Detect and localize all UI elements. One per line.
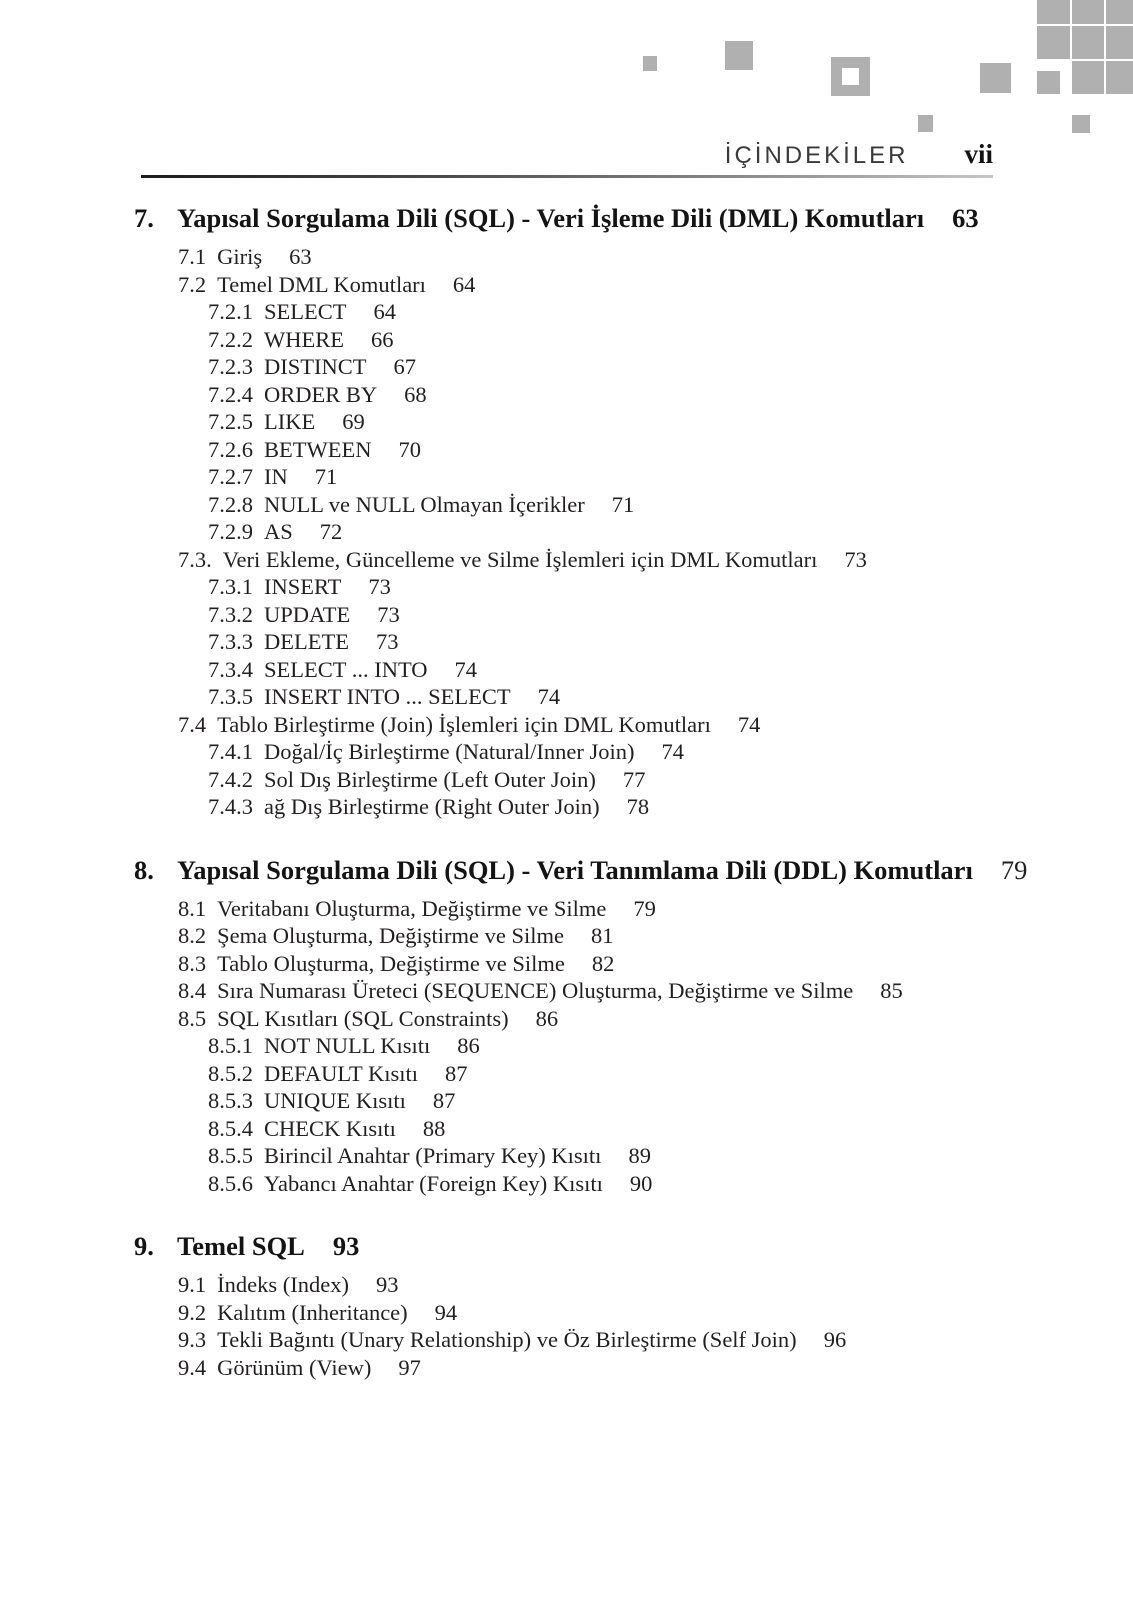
entry-number: 7.2 [178, 271, 207, 297]
toc-entry [134, 922, 1074, 950]
entry-number: 7.2.8 [208, 491, 253, 517]
entry-number: 7.2.3 [208, 354, 253, 379]
toc-entry [134, 1326, 1074, 1354]
chapter-number: 7. [134, 203, 154, 233]
entry-title: CHECK Kısıtı [264, 1115, 396, 1141]
toc-entry [134, 271, 1074, 299]
toc-entry [134, 1170, 1074, 1198]
entry-number: 7.3.5 [208, 684, 253, 709]
toc-entry [134, 1032, 1074, 1060]
entry-title: SELECT [264, 299, 347, 324]
toc-entry [134, 353, 1074, 381]
chapter [134, 201, 1074, 821]
toc-entry [134, 326, 1074, 354]
entry-number: 8.5 [178, 1005, 207, 1031]
header-title: İÇİNDEKİLER [724, 142, 909, 169]
entry-page-number: 69 [342, 409, 365, 434]
entry-page-number: 67 [393, 354, 416, 379]
toc-entry [134, 793, 1074, 821]
entry-title: AS [264, 519, 293, 544]
chapter-heading [134, 201, 1074, 235]
decor-square [643, 56, 657, 71]
entry-number: 7.2.1 [208, 299, 253, 324]
entry-number: 7.3. [178, 546, 212, 572]
header-page-number: vii [964, 139, 993, 169]
entry-title: INSERT INTO ... SELECT [264, 684, 511, 709]
entry-page-number: 82 [591, 950, 615, 976]
entry-number: 7.2.5 [208, 409, 253, 434]
decor-grid-cell [1072, 26, 1104, 59]
toc-entry [134, 491, 1074, 519]
entry-title: UNIQUE Kısıtı [264, 1088, 406, 1113]
toc-entry [134, 1087, 1074, 1115]
toc-entry [134, 1299, 1074, 1327]
chapter-heading [134, 853, 1074, 887]
entry-title: SELECT ... INTO [264, 656, 428, 682]
entry-page-number: 89 [628, 1143, 651, 1168]
chapter-title: Yapısal Sorgulama Dili (SQL) - Veri İşleme Dili (DML) Komutları [177, 203, 925, 233]
decor-square [918, 115, 933, 132]
toc-entry [134, 1354, 1074, 1382]
entry-title: Doğal/İç Birleştirme (Natural/Inner Join) [264, 739, 635, 764]
entry-title: DISTINCT [264, 354, 367, 379]
entry-page-number: 97 [398, 1354, 421, 1380]
chapter-page-number: 93 [332, 1231, 360, 1261]
toc-entry [134, 601, 1074, 629]
chapter-page-number: 79 [1000, 854, 1028, 885]
entry-title: Veritabanı Oluşturma, Değiştirme ve Silme [217, 895, 607, 921]
entry-page-number: 72 [319, 519, 343, 544]
toc-entry [134, 628, 1074, 656]
entry-title: Tablo Birleştirme (Join) İşlemleri için DML Komutları [217, 711, 711, 737]
toc-entry [134, 243, 1074, 271]
entry-title: Temel DML Komutları [217, 271, 426, 297]
entry-page-number: 87 [432, 1088, 456, 1113]
entry-number: 7.3.4 [208, 656, 253, 682]
toc-entry [134, 895, 1074, 923]
entry-number: 7.4 [178, 711, 207, 737]
entry-number: 8.5.2 [208, 1060, 253, 1086]
entry-page-number: 81 [590, 923, 614, 948]
toc-entry [134, 683, 1074, 711]
entry-title: SQL Kısıtları (SQL Constraints) [217, 1005, 509, 1031]
entry-number: 8.5.1 [208, 1033, 253, 1058]
entry-number: 7.2.4 [208, 381, 253, 407]
entry-page-number: 93 [375, 1272, 399, 1297]
entry-title: ORDER BY [264, 381, 378, 407]
entry-number: 7.3.1 [208, 574, 253, 599]
entry-number: 7.4.3 [208, 794, 253, 819]
entry-title: Giriş [217, 244, 263, 269]
toc-entry [134, 1271, 1074, 1299]
entry-number: 7.2.9 [208, 519, 253, 544]
entry-page-number: 71 [314, 464, 338, 489]
entry-page-number: 96 [823, 1327, 847, 1352]
toc-entry [134, 1115, 1074, 1143]
entry-number: 8.1 [178, 895, 207, 921]
entry-title: NULL ve NULL Olmayan İçerikler [264, 491, 585, 517]
chapter-number: 9. [134, 1231, 154, 1261]
decor-square [980, 63, 1011, 93]
toc-entry [134, 950, 1074, 978]
toc [134, 201, 1074, 1381]
entry-page-number: 71 [611, 491, 635, 517]
toc-entry [134, 656, 1074, 684]
entry-page-number: 77 [622, 766, 646, 792]
entry-page-number: 64 [373, 299, 396, 324]
toc-entry [134, 436, 1074, 464]
entry-title: DEFAULT Kısıtı [264, 1060, 418, 1086]
decor-grid-cell [1072, 0, 1104, 24]
chapter-page-number: 63 [952, 203, 979, 233]
toc-entry [134, 738, 1074, 766]
toc-entry [134, 766, 1074, 794]
toc-entry [134, 463, 1074, 491]
entry-title: UPDATE [264, 601, 351, 627]
entry-number: 8.5.4 [208, 1115, 253, 1141]
entry-title: INSERT [264, 574, 342, 599]
entry-number: 7.3.3 [208, 629, 253, 654]
entry-title: Birincil Anahtar (Primary Key) Kısıtı [264, 1143, 602, 1168]
page-header [725, 139, 993, 170]
entry-number: 9.2 [178, 1299, 207, 1325]
toc-entry [134, 1142, 1074, 1170]
entry-title: IN [264, 464, 288, 489]
entry-page-number: 74 [454, 656, 478, 682]
entry-title: Kalıtım (Inheritance) [217, 1299, 408, 1325]
entry-page-number: 73 [844, 546, 867, 572]
toc-entry [134, 573, 1074, 601]
entry-page-number: 66 [370, 326, 394, 352]
chapter-title: Yapısal Sorgulama Dili (SQL) - Veri Tanımlama Dili (DDL) Komutları [177, 854, 973, 885]
toc-entry [134, 298, 1074, 326]
entry-number: 9.4 [178, 1354, 207, 1380]
entry-title: Tekli Bağıntı (Unary Relationship) ve Öz Birleştirme (Self Join) [217, 1327, 797, 1352]
chapter-heading [134, 1229, 1074, 1263]
entry-page-number: 74 [737, 711, 761, 737]
decor-grid-cell [1037, 26, 1070, 59]
entry-number: 9.1 [178, 1272, 207, 1297]
entry-title: BETWEEN [264, 436, 372, 462]
entry-number: 7.1 [178, 244, 207, 269]
decor-grid-cell [1106, 61, 1133, 94]
entry-title: WHERE [264, 326, 344, 352]
entry-number: 7.3.2 [208, 601, 253, 627]
header-rule [141, 175, 993, 178]
toc-entry [134, 977, 1074, 1005]
entry-page-number: 90 [629, 1170, 653, 1196]
toc-entry [134, 381, 1074, 409]
entry-number: 9.3 [178, 1327, 207, 1352]
entry-page-number: 63 [289, 244, 312, 269]
entry-number: 7.2.6 [208, 436, 253, 462]
entry-page-number: 74 [661, 739, 685, 764]
chapter [134, 1229, 1074, 1381]
entry-page-number: 73 [375, 629, 399, 654]
entry-title: İndeks (Index) [217, 1272, 349, 1297]
entry-title: Sıra Numarası Üreteci (SEQUENCE) Oluşturma, Değiştirme ve Silme [217, 978, 854, 1003]
toc-entry [134, 711, 1074, 739]
entry-title: Görünüm (View) [217, 1354, 372, 1380]
toc-entry [134, 1005, 1074, 1033]
entry-page-number: 85 [880, 978, 903, 1003]
decor-square [1072, 115, 1090, 133]
decor-square [1037, 71, 1060, 94]
entry-number: 8.5.5 [208, 1143, 253, 1168]
entry-page-number: 73 [368, 574, 391, 599]
toc-entry [134, 408, 1074, 436]
entry-title: DELETE [264, 629, 349, 654]
entry-page-number: 88 [422, 1115, 446, 1141]
entry-number: 8.5.3 [208, 1088, 253, 1113]
entry-title: Veri Ekleme, Güncelleme ve Silme İşlemleri için DML Komutları [222, 546, 818, 572]
entry-page-number: 74 [537, 684, 561, 709]
decor-grid-cell [1072, 61, 1104, 94]
toc-entry [134, 1060, 1074, 1088]
entry-page-number: 68 [404, 381, 427, 407]
entry-page-number: 86 [457, 1033, 480, 1058]
decor-square-hollow [831, 57, 870, 96]
entry-page-number: 70 [398, 436, 421, 462]
entry-page-number: 78 [626, 794, 650, 819]
toc-entry [134, 546, 1074, 574]
entry-title: Şema Oluşturma, Değiştirme ve Silme [217, 923, 564, 948]
entry-number: 7.2.7 [208, 464, 253, 489]
entry-title: LIKE [264, 409, 316, 434]
entry-page-number: 86 [535, 1005, 559, 1031]
entry-number: 8.2 [178, 923, 207, 948]
entry-title: Yabancı Anahtar (Foreign Key) Kısıtı [264, 1170, 603, 1196]
entry-page-number: 87 [444, 1060, 468, 1086]
entry-number: 7.4.1 [208, 739, 253, 764]
entry-title: Tablo Oluşturma, Değiştirme ve Silme [217, 950, 565, 976]
entry-number: 8.4 [178, 978, 207, 1003]
entry-number: 7.2.2 [208, 326, 253, 352]
decor-grid-cell [1106, 26, 1133, 59]
entry-number: 8.3 [178, 950, 207, 976]
entry-page-number: 64 [452, 271, 476, 297]
chapter-number: 8. [134, 854, 154, 885]
toc-entry [134, 518, 1074, 546]
entry-page-number: 79 [633, 895, 656, 921]
chapter [134, 853, 1074, 1198]
entry-page-number: 94 [434, 1299, 458, 1325]
entry-title: ağ Dış Birleştirme (Right Outer Join) [264, 794, 600, 819]
decor-grid-cell [1106, 0, 1133, 24]
entry-title: NOT NULL Kısıtı [264, 1033, 431, 1058]
entry-page-number: 73 [377, 601, 400, 627]
entry-title: Sol Dış Birleştirme (Left Outer Join) [264, 766, 596, 792]
decor-grid-cell [1037, 0, 1070, 24]
chapter-title: Temel SQL [177, 1231, 305, 1261]
entry-number: 7.4.2 [208, 766, 253, 792]
decor-square [725, 41, 753, 70]
entry-number: 8.5.6 [208, 1170, 253, 1196]
